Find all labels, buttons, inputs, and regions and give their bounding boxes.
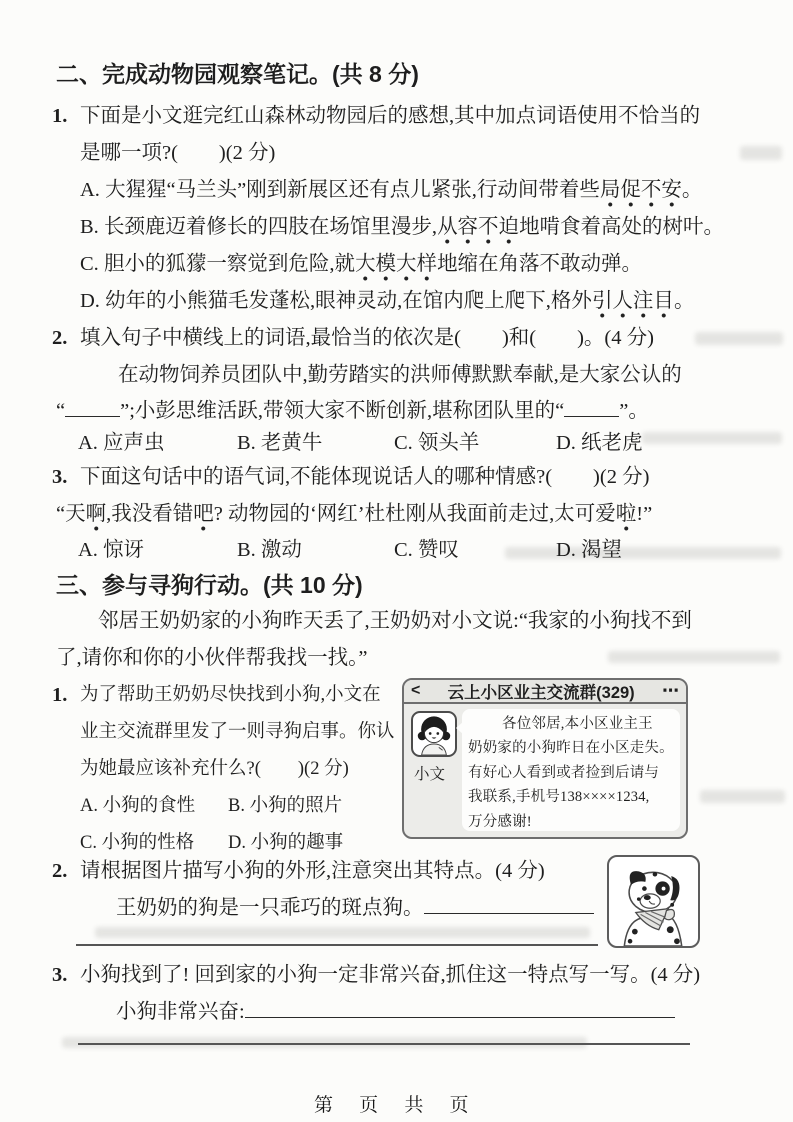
answer-blank-line: [78, 1043, 690, 1045]
message-line: 各位邻居,本小区业主王: [502, 716, 653, 732]
fill-in-blank: [564, 397, 619, 417]
question-text: 为她最应该补充什么?( )(2 分): [80, 759, 349, 779]
question-number: 3.: [52, 466, 68, 488]
question-text: 请根据图片描写小狗的外形,注意突出其特点。(4 分): [80, 860, 545, 882]
option-c: C. 胆小的狐獴一察觉到危险,就大模大样地缩在角落不敢动弹。: [80, 249, 642, 279]
message-line: 奶奶家的小狗昨日在小区走失。: [468, 740, 674, 757]
bleedthrough-artifact: [642, 432, 782, 444]
answer-blank-line: [424, 894, 594, 914]
emphasized-particle: 啊: [86, 503, 107, 532]
section-three-title: 三、参与寻狗行动。(共 10 分): [56, 572, 363, 598]
intro-line: 邻居王奶奶家的小狗昨天丢了,王奶奶对小文说:“我家的小狗找不到: [98, 610, 692, 632]
question-text: 下面这句话中的语气词,不能体现说话人的哪种情感?( )(2 分): [80, 466, 650, 488]
passage-line: “ ”;小彭思维活跃,带领大家不断创新,堪称团队里的“ ”。: [56, 396, 649, 426]
chat-body: [404, 704, 686, 837]
answer-lead-line: 小狗非常兴奋:: [116, 997, 675, 1027]
back-icon: <: [411, 682, 421, 699]
more-icon: ⋯: [662, 681, 679, 700]
option-label: D.: [80, 290, 100, 312]
option-d: D. 纸老虎: [556, 432, 643, 454]
option-a: A. 惊讶: [78, 539, 145, 561]
option-d: D. 小狗的趣事: [228, 833, 344, 853]
section-two-title: 二、完成动物园观察笔记。(共 8 分): [56, 61, 419, 87]
option-label: A.: [80, 179, 100, 201]
answer-blank-line: [245, 998, 675, 1018]
option-label: C.: [80, 253, 99, 275]
question-number: 1.: [52, 105, 68, 127]
emphasized-word: 大模大样: [355, 253, 437, 282]
chat-message-bubble: [462, 709, 680, 831]
dog-photo: [607, 855, 700, 948]
girl-avatar-illustration: [413, 713, 455, 755]
message-line: 我联系,手机号138××××1234,: [468, 789, 650, 806]
answer-lead-line: 王奶奶的狗是一只乖巧的斑点狗。: [116, 893, 594, 923]
bleedthrough-artifact: [608, 651, 780, 663]
sender-name: 小文: [414, 766, 446, 783]
option-a: A. 应声虫: [78, 432, 165, 454]
avatar: [411, 711, 457, 757]
message-line: 万分感谢!: [468, 813, 532, 830]
option-label: B.: [80, 216, 99, 238]
option-d: D. 渴望: [556, 539, 623, 561]
question-text: 小狗找到了! 回到家的小狗一定非常兴奋,抓住这一特点写一写。(4 分): [80, 964, 701, 986]
emphasized-word: 从容不迫: [437, 216, 519, 245]
option-b: B. 激动: [237, 539, 302, 561]
option-d: D. 幼年的小熊猫毛发蓬松,眼神灵动,在馆内爬上爬下,格外引人注目。: [80, 286, 694, 316]
question-number: 3.: [52, 964, 68, 986]
options-row: [78, 428, 643, 458]
options-row: [78, 535, 622, 565]
question-text: 下面是小文逛完红山森林动物园后的感想,其中加点词语使用不恰当的: [80, 105, 701, 127]
option-c: C. 领头羊: [394, 432, 480, 454]
option-c: C. 赞叹: [394, 539, 459, 561]
passage-line: 在动物饲养员团队中,勤劳踏实的洪师傅默默奉献,是大家公认的: [118, 364, 682, 386]
question-text: 业主交流群里发了一则寻狗启事。你认: [80, 722, 395, 742]
dalmatian-illustration: [609, 857, 698, 946]
chat-title: 云上小区业主交流群(329): [447, 684, 635, 702]
bleedthrough-artifact: [700, 790, 785, 803]
option-c: C. 小狗的性格: [80, 833, 195, 853]
emphasized-particle: 啦: [616, 503, 637, 532]
question-number: 2.: [52, 860, 68, 882]
bleedthrough-artifact: [695, 332, 783, 345]
intro-line: 了,请你和你的小伙伴帮我找一找。”: [56, 647, 368, 669]
chat-header: [404, 680, 686, 704]
question-text: 为了帮助王奶奶尽快找到小狗,小文在: [80, 685, 381, 705]
message-line: 有好心人看到或者捡到后请与: [468, 764, 660, 781]
question-number: 2.: [52, 327, 68, 349]
question-text: 是哪一项?( )(2 分): [80, 142, 276, 164]
emphasized-word: 引人注目: [592, 290, 674, 319]
question-number: 1.: [52, 684, 68, 706]
bleedthrough-artifact: [740, 146, 782, 160]
answer-blank-line: [76, 944, 598, 946]
question-text: 填入句子中横线上的词语,最恰当的依次是( )和( )。(4 分): [80, 327, 654, 349]
option-a: A. 小狗的食性: [80, 796, 196, 816]
options-row: [80, 828, 343, 858]
emphasized-particle: 吧: [193, 503, 214, 532]
emphasized-word: 局促不安: [600, 179, 682, 208]
fill-in-blank: [65, 397, 120, 417]
options-row: [80, 791, 342, 821]
option-b: B. 长颈鹿迈着修长的四肢在场馆里漫步,从容不迫地啃食着高处的树叶。: [80, 212, 724, 242]
page-footer: 第 页 共 页: [314, 1095, 479, 1116]
quote-sentence: “天啊,我没看错吧? 动物园的‘网红’杜杜刚从我面前走过,太可爱啦!”: [56, 499, 652, 529]
group-chat-screenshot: [402, 678, 688, 839]
bleedthrough-artifact: [95, 927, 590, 938]
option-b: B. 小狗的照片: [228, 796, 343, 816]
option-b: B. 老黄牛: [237, 432, 323, 454]
option-a: A. 大猩猩“马兰头”刚到新展区还有点儿紧张,行动间带着些局促不安。: [80, 175, 702, 205]
